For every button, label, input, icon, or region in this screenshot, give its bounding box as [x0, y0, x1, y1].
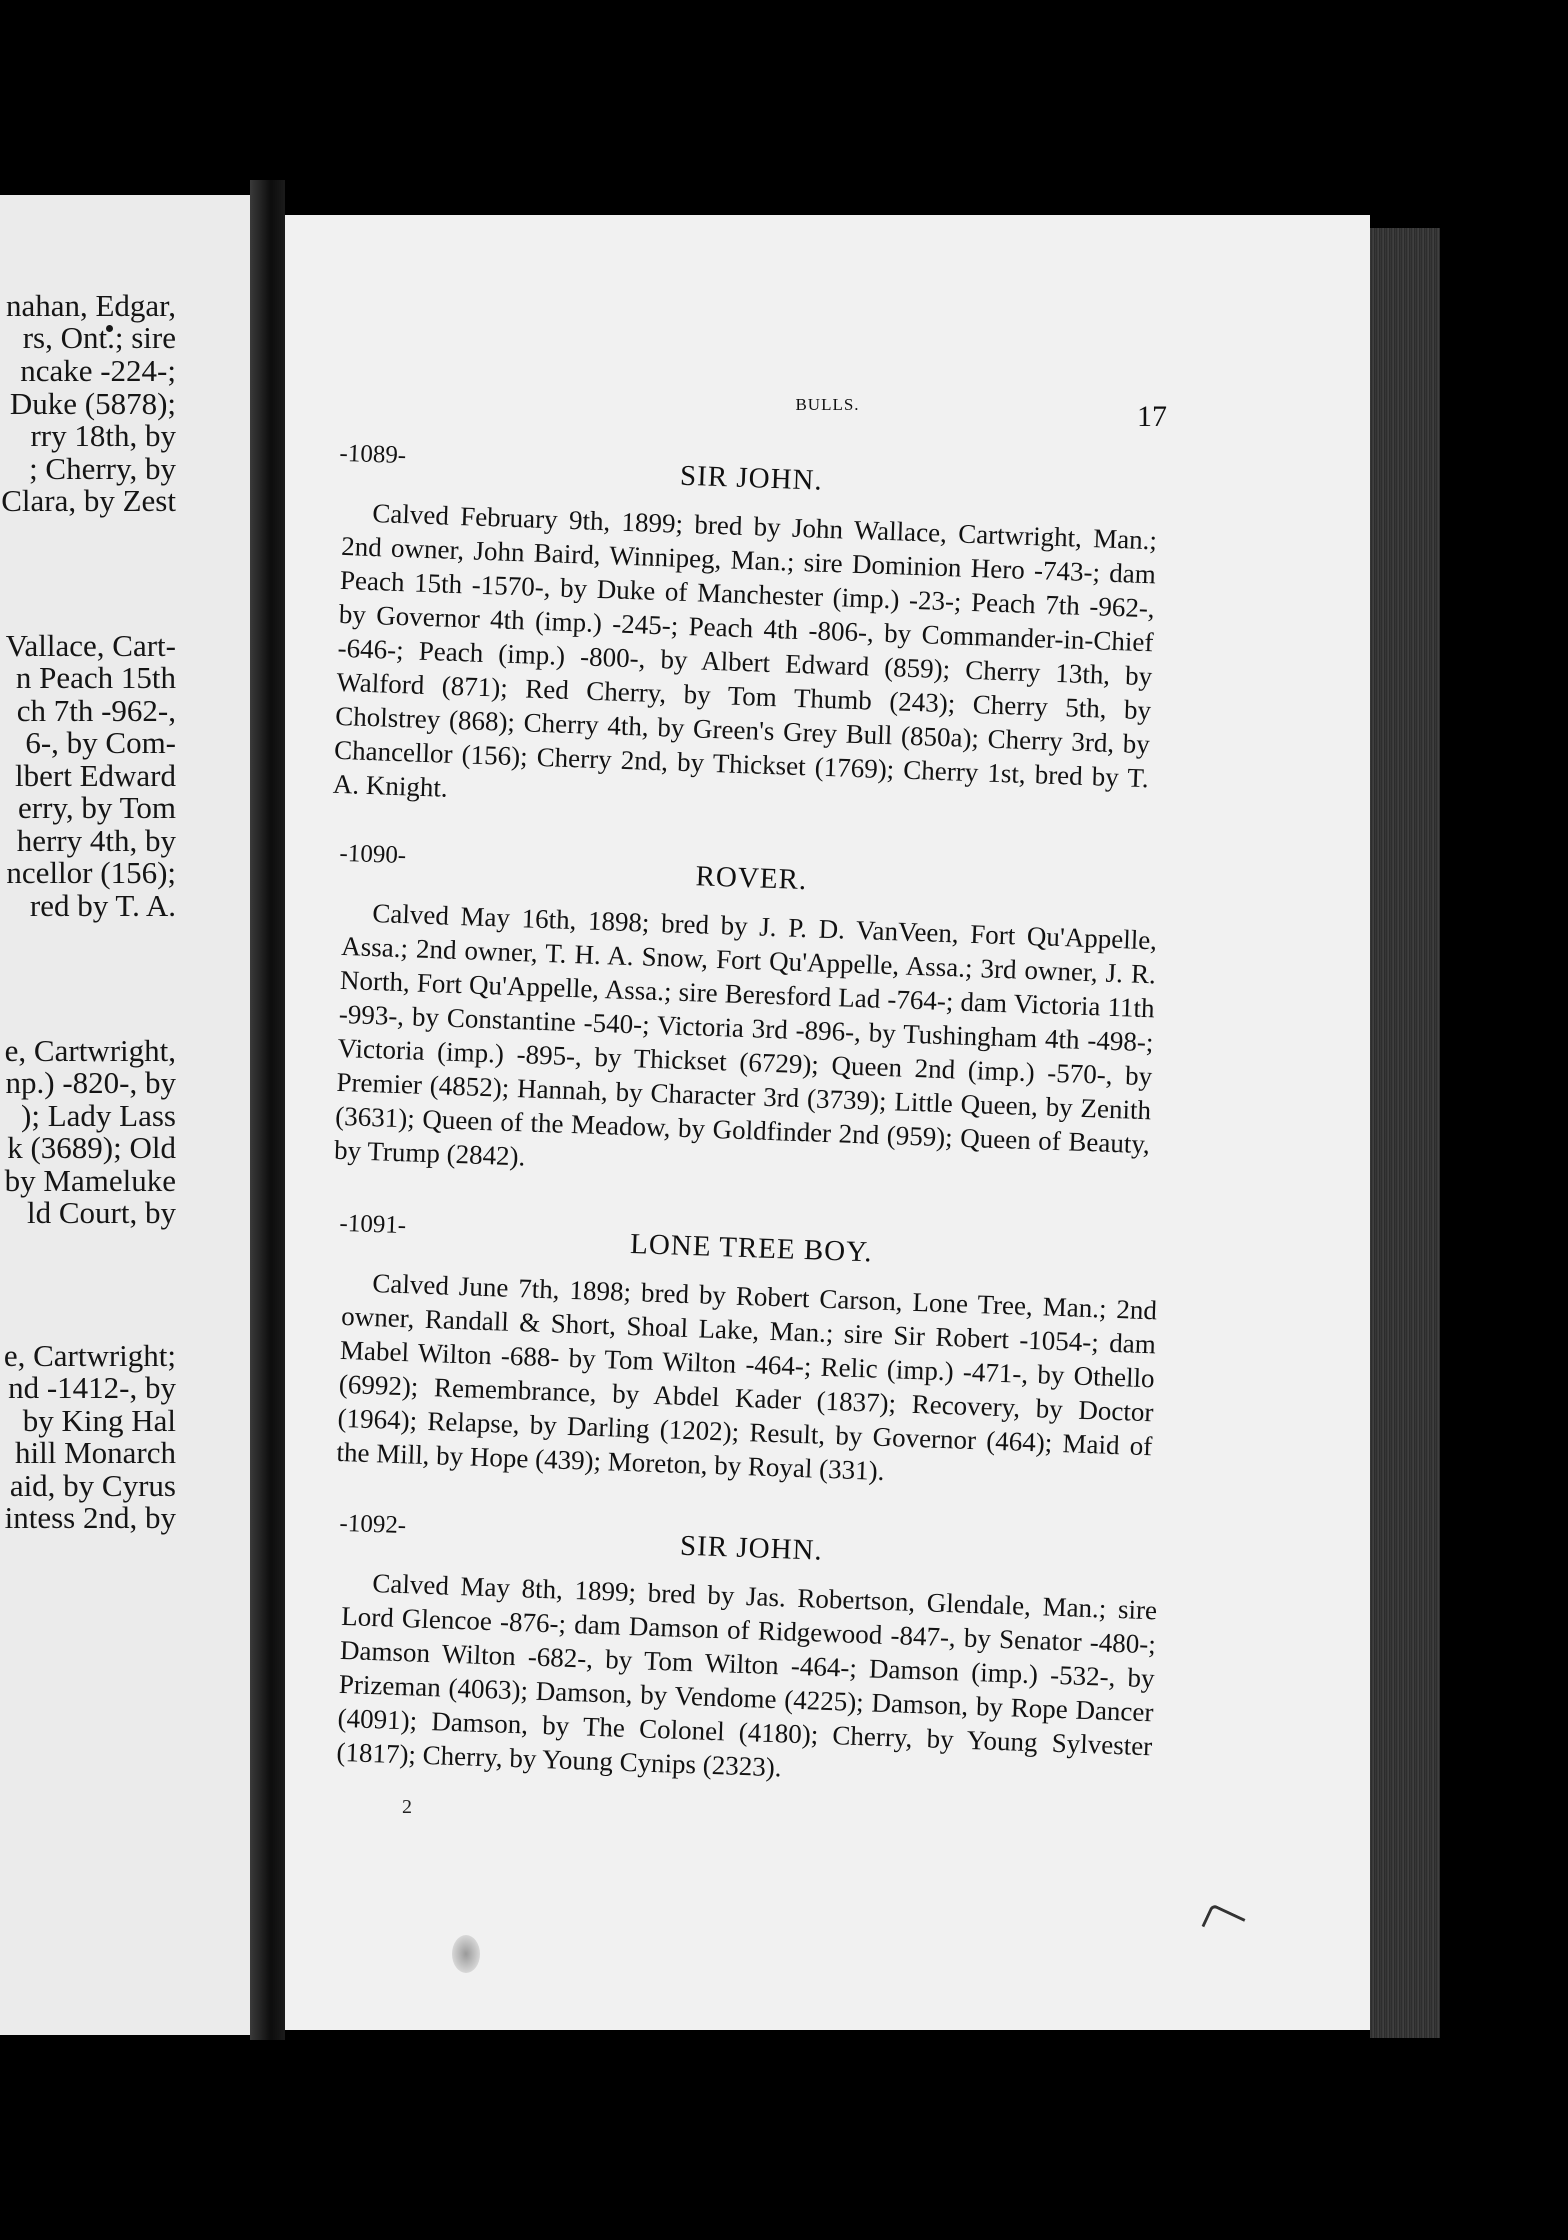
left-page-line: lbert Edward: [15, 758, 176, 793]
left-page-line: k (3689); Old: [7, 1130, 176, 1165]
left-page-line: e, Cartwright;: [3, 1338, 176, 1373]
entry-1092: [336, 1510, 1160, 1797]
page-edges: [1370, 228, 1440, 2038]
smudge: [452, 1935, 480, 1973]
left-page-line: ld Court, by: [27, 1195, 176, 1230]
left-page: [0, 195, 250, 2035]
entry-title: SIR JOHN.: [679, 1529, 824, 1567]
left-page-line: red by T. A.: [29, 888, 176, 923]
entry-body: Calved May 8th, 1899; bred by Jas. Robertson, Glendale, Man.; sire Lord Glencoe -876-; dam Damson of Ridgewood -847-, by Senator -480-; Damson Wilton -682-, by Tom Wilton -464-; Damson (imp.) -532-, by Prizeman (4063); Damson, by Vendome (4225); Damson, by Rope Dancer (4091); Damson, by The Colonel (4180); Cherry, by Young Sylvester (1817); Cherry, by Young Cynips (2323).: [336, 1568, 1158, 1783]
left-page-line: n Peach 15th: [15, 660, 176, 695]
signature-mark: 2: [402, 1796, 412, 1818]
left-page-line: by King Hal: [22, 1403, 176, 1438]
left-page-line: Clara, by Zest: [1, 483, 176, 518]
left-page-line: by Mameluke: [4, 1163, 176, 1198]
left-page-line: nahan, Edgar,: [5, 288, 176, 323]
left-page-line: e, Cartwright,: [4, 1033, 176, 1068]
left-page-line: herry 4th, by: [16, 823, 176, 858]
entry-1090: [334, 840, 1160, 1195]
left-page-line: rs, Ont.; sire: [22, 320, 176, 355]
entry-number: -1089-: [339, 439, 407, 470]
left-page-line: aid, by Cyrus: [9, 1468, 176, 1503]
entry-number: -1092-: [339, 1509, 407, 1540]
left-page-line: ncake -224-;: [20, 353, 176, 388]
left-page-line: np.) -820-, by: [5, 1065, 176, 1100]
left-page-line: ; Cherry, by: [29, 451, 176, 486]
entry-1089: [332, 440, 1159, 829]
left-page-line: ch 7th -962-,: [16, 693, 176, 728]
entry-body: Calved May 16th, 1898; bred by J. P. D. VanVeen, Fort Qu'Appelle, Assa.; 2nd owner, T. H. A. Snow, Fort Qu'Appelle, Assa.; 3rd owner, J. R. North, Fort Qu'Appelle, Assa.; sire Beresford Lad -764-; dam Victoria 11th -993-, by Constantine -540-; Victoria 3rd -896-, by Tushingham 4th -498-; Victoria (imp.) -895-, by Thickset (6729); Queen 2nd (imp.) -570-, by Premier (4852); Hannah, by Character 3rd (3739); Little Queen, by Zenith (3631); Queen of the Meadow, by Goldfinder 2nd (959); Queen of Beauty, by Trump (2842).: [333, 898, 1158, 1172]
entry-title: SIR JOHN.: [679, 459, 824, 497]
page-number: 17: [1137, 400, 1167, 433]
left-page-line: Vallace, Cart-: [5, 628, 176, 663]
entry-number: -1091-: [339, 1209, 407, 1240]
left-page-line: erry, by Tom: [18, 790, 176, 825]
left-page-line: hill Monarch: [15, 1435, 176, 1470]
left-page-line: nd -1412-, by: [8, 1370, 176, 1405]
entry-title: LONE TREE BOY.: [629, 1227, 874, 1269]
left-page-line: ); Lady Lass: [21, 1098, 176, 1133]
entry-number: -1090-: [339, 839, 407, 870]
entry-1091: [336, 1210, 1160, 1497]
gutter: [250, 180, 285, 2040]
running-head: BULLS.: [795, 395, 860, 414]
left-page-line: rry 18th, by: [30, 418, 176, 453]
left-page-line: Duke (5878);: [9, 386, 176, 421]
left-page-line: intess 2nd, by: [4, 1500, 176, 1535]
left-page-line: 6-, by Com-: [25, 725, 176, 760]
left-page-line: ncellor (156);: [6, 855, 176, 890]
entry-title: ROVER.: [695, 860, 808, 897]
entry-body: Calved February 9th, 1899; bred by John Wallace, Cartwright, Man.; 2nd owner, John Baird, Winnipeg, Man.; sire Dominion Hero -743-; dam Peach 15th -1570-, by Duke of Manchester (imp.) -23-; Peach 7th -962-, by Governor 4th (imp.) -245-; Peach 4th -806-, by Commander-in-Chief -646-; Peach (imp.) -800-, by Albert Edward (859); Cherry 13th, by Walford (871); Red Cherry, by Tom Thumb (243); Cherry 5th, by Cholstrey (868); Cherry 4th, by Green's Grey Bull (850a); Cherry 3rd, by Chancellor (156); Cherry 2nd, by Thickset (1769); Cherry 1st, bred by T. A. Knight.: [332, 498, 1158, 803]
entry-body: Calved June 7th, 1898; bred by Robert Carson, Lone Tree, Man.; 2nd owner, Randall & Short, Shoal Lake, Man.; sire Sir Robert -1054-; dam Mabel Wilton -688- by Tom Wilton -464-; Relic (imp.) -471-, by Othello (6992); Remembrance, by Abdel Kader (1837); Recovery, by Doctor (1964); Relapse, by Darling (1202); Result, by Governor (464); Maid of the Mill, by Hope (439); Moreton, by Royal (331).: [336, 1268, 1158, 1486]
